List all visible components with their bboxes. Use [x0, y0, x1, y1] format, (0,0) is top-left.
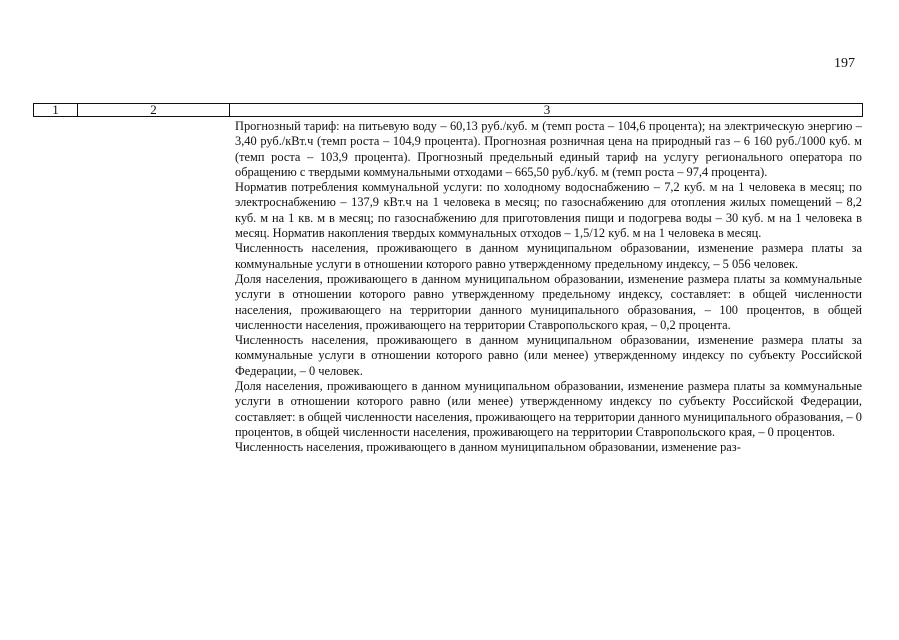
paragraph-population-continued: Численность населения, проживающего в данном муниципальном образовании, изменение раз-	[235, 440, 741, 455]
table-cell-text	[235, 119, 862, 456]
paragraph-tariffs: Прогнозный тариф: на питьевую воду – 60,13 руб./куб. м (темп роста – 104,6 процента); на электрическую энергию – 3,40 руб./кВт.ч (темп роста – 104,9 процента). Прогнозная розничная цена на природный газ – 6 160 руб./1000 куб. м (темп роста – 103,9 процента). Прогнозный предельный единый тариф на услугу регионального оператора по обращению с твердыми коммунальными отходами – 665,50 руб./куб. м (темп роста – 97,4 процента).	[235, 119, 862, 179]
paragraph-population-equal-limit: Численность населения, проживающего в данном муниципальном образовании, изменение размера платы за коммунальные услуги в отношении которого равно утвержденному предельному индексу, – 5 056 человек.	[235, 241, 862, 271]
page-number: 197	[834, 56, 855, 71]
paragraph-share-equal-limit: Доля населения, проживающего в данном муниципальном образовании, изменение размера платы за коммунальные услуги в отношении которого равно утвержденному предельному индексу, составляет: в общей численности населения, проживающего на территории данного муниципального образования, – 100 процентов, в общей численности населения, проживающего на территории Ставропольского края, – 0,2 процента.	[235, 271, 862, 332]
column-header-3: 3	[543, 102, 551, 117]
paragraph-consumption-norms: Норматив потребления коммунальной услуги: по холодному водоснабжению – 7,2 куб. м на 1 человека в месяц; по электроснабжению – 137,9 кВт.ч на 1 человека в месяц; по газоснабжению для отопления жилых помещений – 8,2 куб. м на 1 кв. м в месяц; по газоснабжению для приготовления пищи и подогрева воды – 30 куб. м на 1 человека в месяц. Норматив накопления твердых коммунальных отходов – 1,5/12 куб. м на 1 человека в месяц.	[235, 180, 862, 241]
paragraph-population-regional-index: Численность населения, проживающего в данном муниципальном образовании, изменение размера платы за коммунальные услуги в отношении которого равно (или менее) утвержденному индексу по субъекту Российской Федерации, – 0 человек.	[235, 333, 862, 378]
column-header-2: 2	[78, 104, 230, 116]
paragraph-share-regional-index: Доля населения, проживающего в данном муниципальном образовании, изменение размера платы за коммунальные услуги в отношении которого равно (или менее) утвержденному индексу по субъекту Российской Федерации, составляет: в общей численности населения, проживающего на территории данного муниципального образования, – 0 процентов, в общей численности населения, проживающего на территории Ставропольского края, – 0 процентов.	[235, 379, 862, 439]
table-header-row	[33, 103, 863, 117]
column-header-1: 1	[34, 104, 78, 116]
